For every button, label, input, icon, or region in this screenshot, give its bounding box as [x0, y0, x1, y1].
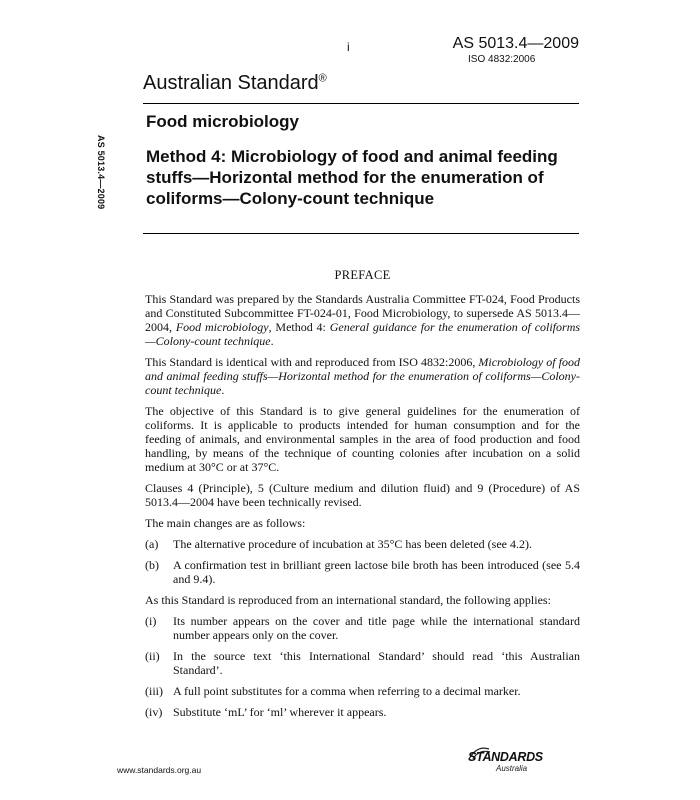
standard-number: AS 5013.4—2009: [452, 35, 579, 52]
title-rule: [143, 233, 579, 234]
list-item: [145, 614, 580, 642]
text: .: [270, 334, 274, 348]
italic-text: Microbiology of food and animal feeding stuffs—Horizontal method for the enumeration of coliforms—Colony-count technique: [145, 355, 581, 397]
document-title: Method 4: Microbiology of food and animal feeding stuffs—Horizontal method for the enumeration of coliforms—Colony-count technique: [146, 147, 558, 208]
list-item: [145, 537, 580, 551]
list-text: In the source text ‘this International Standard’ should read ‘this Australian Standard’.: [173, 649, 580, 677]
preface-paragraph: The main changes are as follows:: [145, 516, 306, 530]
page-number: i: [347, 40, 350, 54]
preface-section: [145, 268, 580, 726]
document-subject: Food microbiology: [146, 112, 299, 131]
list-item: [145, 684, 580, 698]
footer-url: www.standards.org.au: [117, 765, 202, 775]
registered-mark: ®: [318, 72, 327, 85]
list-item: [145, 558, 580, 586]
logo-text: STANDARDS: [468, 750, 543, 764]
list-marker: (b): [145, 558, 159, 572]
logo-subtext: Australia: [496, 764, 528, 773]
italic-text: General guidance for the enumeration of coliforms—Colony-count technique: [145, 320, 581, 348]
list-marker: (a): [145, 537, 159, 551]
iso-number: ISO 4832:2006: [468, 54, 536, 65]
preface-paragraph: As this Standard is reproduced from an international standard, the following applies:: [145, 593, 551, 607]
text: .: [221, 383, 225, 397]
list-text: A confirmation test in brilliant green lactose bile broth has been introduced (see 5.4 and 9.4).: [173, 558, 580, 586]
list-text: Substitute ‘mL’ for ‘ml’ wherever it appears.: [173, 705, 387, 719]
standards-australia-logo: [463, 745, 553, 777]
list-marker: (iv): [145, 705, 163, 719]
preface-paragraph: The objective of this Standard is to give general guidelines for the enumeration of coliforms. It is applicable to products intended for human consumption and for the feeding of animals, and environmental samples in the area of food production and food handling, by means of the technique of counting colonies after incubation on a solid medium at 30°C or at 37°C.: [145, 404, 580, 474]
text: , Method 4:: [268, 320, 330, 334]
list-item: [145, 705, 580, 719]
italic-text: Food microbiology: [175, 320, 269, 334]
list-marker: (i): [145, 614, 157, 628]
brand-title: [143, 72, 327, 95]
list-marker: (ii): [145, 649, 160, 663]
side-label: AS 5013.4—2009: [96, 135, 106, 210]
brand-text: Australian Standard: [143, 72, 319, 94]
text: This Standard is identical with and reproduced from ISO 4832:2006,: [145, 355, 479, 369]
list-text: A full point substitutes for a comma when referring to a decimal marker.: [173, 684, 521, 698]
preface-heading: PREFACE: [334, 268, 391, 282]
list-marker: (iii): [145, 684, 163, 698]
list-item: [145, 649, 580, 677]
text: This Standard was prepared by the Standards Australia Committee FT-024, Food Products and Constituted Subcommittee FT-024-01, Food Microbiology, to supersede AS 5013.4—2004,: [145, 292, 580, 334]
top-rule: [143, 103, 579, 104]
list-text: Its number appears on the cover and title page while the international standard number appears only on the cover.: [173, 614, 580, 642]
preface-paragraph: [145, 292, 580, 348]
list-text: The alternative procedure of incubation at 35°C has been deleted (see 4.2).: [173, 537, 532, 551]
preface-paragraph: Clauses 4 (Principle), 5 (Culture medium and dilution fluid) and 9 (Procedure) of AS 5013.4—2004 have been technically revised.: [145, 481, 580, 509]
preface-paragraph: [145, 355, 580, 397]
